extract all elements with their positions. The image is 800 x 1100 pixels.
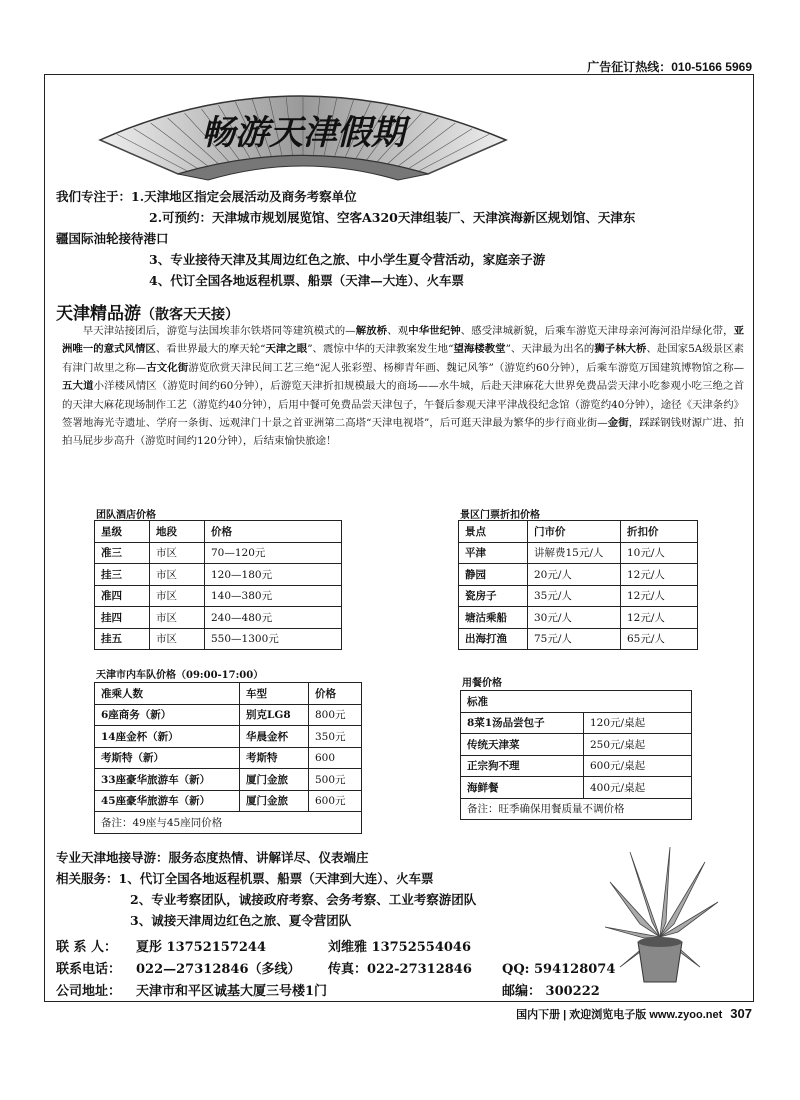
cell: 240—480元 [205,607,342,629]
service-item: 2、专业考察团队，诚接政府考察、会务考察、工业考察游团队 [130,892,477,907]
zip-code: 邮编： 300222 [502,984,600,999]
cell: 市区 [150,564,205,586]
cell: 800元 [309,704,362,726]
cell: 讲解费15元/人 [528,542,621,564]
service-item: 3、诚接天津周边红色之旅、夏令营团队 [130,913,352,928]
itinerary-highlight: 狮子林大桥 [594,343,647,356]
phone-number: 022—27312846（多线） [136,962,301,977]
table-row [95,628,342,650]
table-row [461,734,692,756]
guide-line: 专业天津地接导游：服务态度热情、讲解详尽、仪表端庄 [56,850,369,865]
itinerary-highlight: 中华世纪钟 [408,325,461,337]
section-title-main: 天津精品游 [56,304,141,323]
service-item: 1、代订全国各地返程机票、船票（天津到大连）、火车票 [118,871,434,886]
table-row [459,564,698,586]
cell: 12元/人 [621,607,698,629]
cell: 600元/桌起 [584,755,692,777]
table-header: 门市价 [528,521,621,543]
cell: 海鲜餐 [461,777,584,799]
itinerary-text: ”、天津最为出名的 [505,343,595,356]
itinerary-text: ，踩踩钢钱财源广进、拍拍马屁步步高升（游览时间约120分钟），后结束愉快旅途！ [62,417,744,448]
cell: 静园 [459,564,528,586]
cell: 14座金杯（新） [95,726,240,748]
itinerary-text: 、观 [387,325,409,337]
cell: 6座商务（新） [95,704,240,726]
cell: 75元/人 [528,628,621,650]
fan-banner [98,82,508,182]
cell: 华晨金杯 [240,726,309,748]
cell: 12元/人 [621,564,698,586]
cell: 10元/人 [621,542,698,564]
itinerary-text: 、赴国家5A级景区素有津门故里之称— [62,343,745,374]
table-note: 备注：49座与45座同价格 [95,812,362,834]
table-header: 折扣价 [621,521,698,543]
hotel-table-caption: 团队酒店价格 [96,510,156,521]
itinerary-text: 早天津站接团后，游览与法国埃菲尔铁塔同等建筑模式的— [82,325,356,337]
cell: 正宗狗不理 [461,755,584,777]
table-row [459,607,698,629]
address: 天津市和平区诚基大厦三号楼1门 [136,984,328,999]
cell: 500元 [309,769,362,791]
itinerary-text: 游览欣赏天津民间工艺三绝“泥人张彩塑、杨柳青年画、魏记风筝”（游览约60分钟），后乘车游览万国建筑博物馆之称— [188,361,745,374]
contact-label: 联 系 人： [56,940,118,955]
ticket-table-caption: 景区门票折扣价格 [460,510,540,521]
itinerary-highlight: 解放桥 [355,325,388,337]
table-row [95,747,362,769]
cell: 30元/人 [528,607,621,629]
table-row [95,585,342,607]
cell: 400元/桌起 [584,777,692,799]
footer-text: 国内下册 | 欢迎浏览电子版 www.zyoo.net [516,1009,723,1021]
itinerary-highlight: 天津之眼 [265,343,308,356]
cell: 考斯特（新） [95,747,240,769]
cell: 考斯特 [240,747,309,769]
table-row [95,726,362,748]
table-header: 星级 [95,521,150,543]
table-row [461,755,692,777]
table-row [95,790,362,812]
table-row [95,564,342,586]
cell: 600 [309,747,362,769]
table-header: 景点 [459,521,528,543]
cell: 8菜1汤品尝包子 [461,712,584,734]
page-footer [516,1006,752,1022]
hotel-price-table [94,520,342,650]
contact-person: 刘维雅 13752554046 [328,940,472,955]
cell: 35元/人 [528,585,621,607]
cell: 120元/桌起 [584,712,692,734]
car-table-caption: 天津市内车队价格（09:00-17:00） [96,670,264,681]
itinerary-highlight: 古文化街 [146,361,189,374]
cell: 瓷房子 [459,585,528,607]
table-header: 车型 [240,683,309,705]
address-label: 公司地址： [56,984,122,999]
cell: 市区 [150,585,205,607]
intro-item: 3、专业接待天津及其周边红色之旅、中小学生夏令营活动，家庭亲子游 [149,252,546,267]
qq-number: QQ: 594128074 [502,962,616,977]
cell: 140—380元 [205,585,342,607]
cell: 市区 [150,607,205,629]
banner-title: 畅游天津假期 [201,113,405,153]
ad-hotline: 广告征订热线：010-5166 5969 [587,60,752,74]
itinerary-text: 、看世界最大的摩天轮“ [155,343,266,356]
cell: 12元/人 [621,585,698,607]
cell: 市区 [150,628,205,650]
table-header: 价格 [309,683,362,705]
table-row [95,607,342,629]
cell: 350元 [309,726,362,748]
cell: 33座豪华旅游车（新） [95,769,240,791]
cell: 250元/桌起 [584,734,692,756]
table-row [461,777,692,799]
section-subtitle: （散客天天接） [141,306,239,322]
meal-table-caption: 用餐价格 [462,678,502,689]
cell: 准四 [95,585,150,607]
cell: 45座豪华旅游车（新） [95,790,240,812]
cell: 120—180元 [205,564,342,586]
cell: 平津 [459,542,528,564]
section-title [56,299,239,324]
intro-item: 疆国际油轮接待港口 [56,231,169,246]
table-row [459,585,698,607]
itinerary-text: 小洋楼风情区（游览时间约60分钟），后游览天津折扣规模最大的商场——水牛城，后赴天津麻花大世界免费品尝天津小吃参观小吃三绝之首的天津大麻花现场制作工艺（游览约40分钟），后用中餐可免费品尝天津包子，午餐后参观天津平津战役纪念馆（游览约40分钟），途径《天津条约》签署地海光寺遗址、学府一条街、远观津门十景之首亚洲第二高塔“天津电视塔”，后可逛天津最为繁华的步行商业街— [62,380,745,430]
cell: 600元 [309,790,362,812]
itinerary-highlight: 五大道 [62,380,94,393]
fax-number: 传真：022-27312846 [328,962,472,977]
table-row [459,542,698,564]
cell: 挂三 [95,564,150,586]
table-row [95,542,342,564]
intro-item: 2.可预约：天津城市规划展览馆、空客A320天津组装厂、天津滨海新区规划馆、天津东 [149,210,636,225]
cell: 市区 [150,542,205,564]
table-header: 标准 [461,691,692,713]
intro-block [56,186,756,291]
cell: 20元/人 [528,564,621,586]
cell: 塘沽乘船 [459,607,528,629]
ticket-price-table [458,520,698,650]
table-note-row [95,812,362,834]
itinerary-highlight: 亚洲唯一的意式风情区 [62,325,745,356]
cell: 出海打渔 [459,628,528,650]
itinerary-highlight: 金街 [607,417,629,430]
cell: 传统天津菜 [461,734,584,756]
table-note-row [461,798,692,820]
cell: 65元/人 [621,628,698,650]
table-row [95,704,362,726]
itinerary-highlight: 望海楼教堂 [453,343,506,356]
intro-item: 1.天津地区指定会展活动及商务考察单位 [131,189,357,204]
cell: 550—1300元 [205,628,342,650]
plant-illustration-icon [600,842,720,997]
services-lead: 相关服务： [56,871,119,886]
table-header: 价格 [205,521,342,543]
itinerary-text: 、感受津城新貌，后乘车游览天津母亲河海河沿岸绿化带， [460,325,734,337]
cell: 挂五 [95,628,150,650]
itinerary-text: ”、震惊中华的天津教案发生地“ [307,343,454,356]
cell: 别克LG8 [240,704,309,726]
cell: 挂四 [95,607,150,629]
itinerary-paragraph [62,322,744,451]
table-row [95,769,362,791]
phone-label: 联系电话： [56,962,122,977]
intro-lead: 我们专注于： [56,189,132,204]
page-number: 307 [730,1006,752,1021]
intro-item: 4、代订全国各地返程机票、船票（天津—大连）、火车票 [149,273,464,288]
table-note: 备注：旺季确保用餐质量不调价格 [461,798,692,820]
car-price-table [94,682,362,834]
services-block [56,847,476,931]
cell: 厦门金旅 [240,769,309,791]
cell: 厦门金旅 [240,790,309,812]
table-header: 地段 [150,521,205,543]
table-row [461,712,692,734]
cell: 准三 [95,542,150,564]
cell: 70—120元 [205,542,342,564]
table-row [459,628,698,650]
table-header: 准乘人数 [95,683,240,705]
meal-price-table [460,690,692,820]
contact-person: 夏彤 13752157244 [136,940,267,955]
